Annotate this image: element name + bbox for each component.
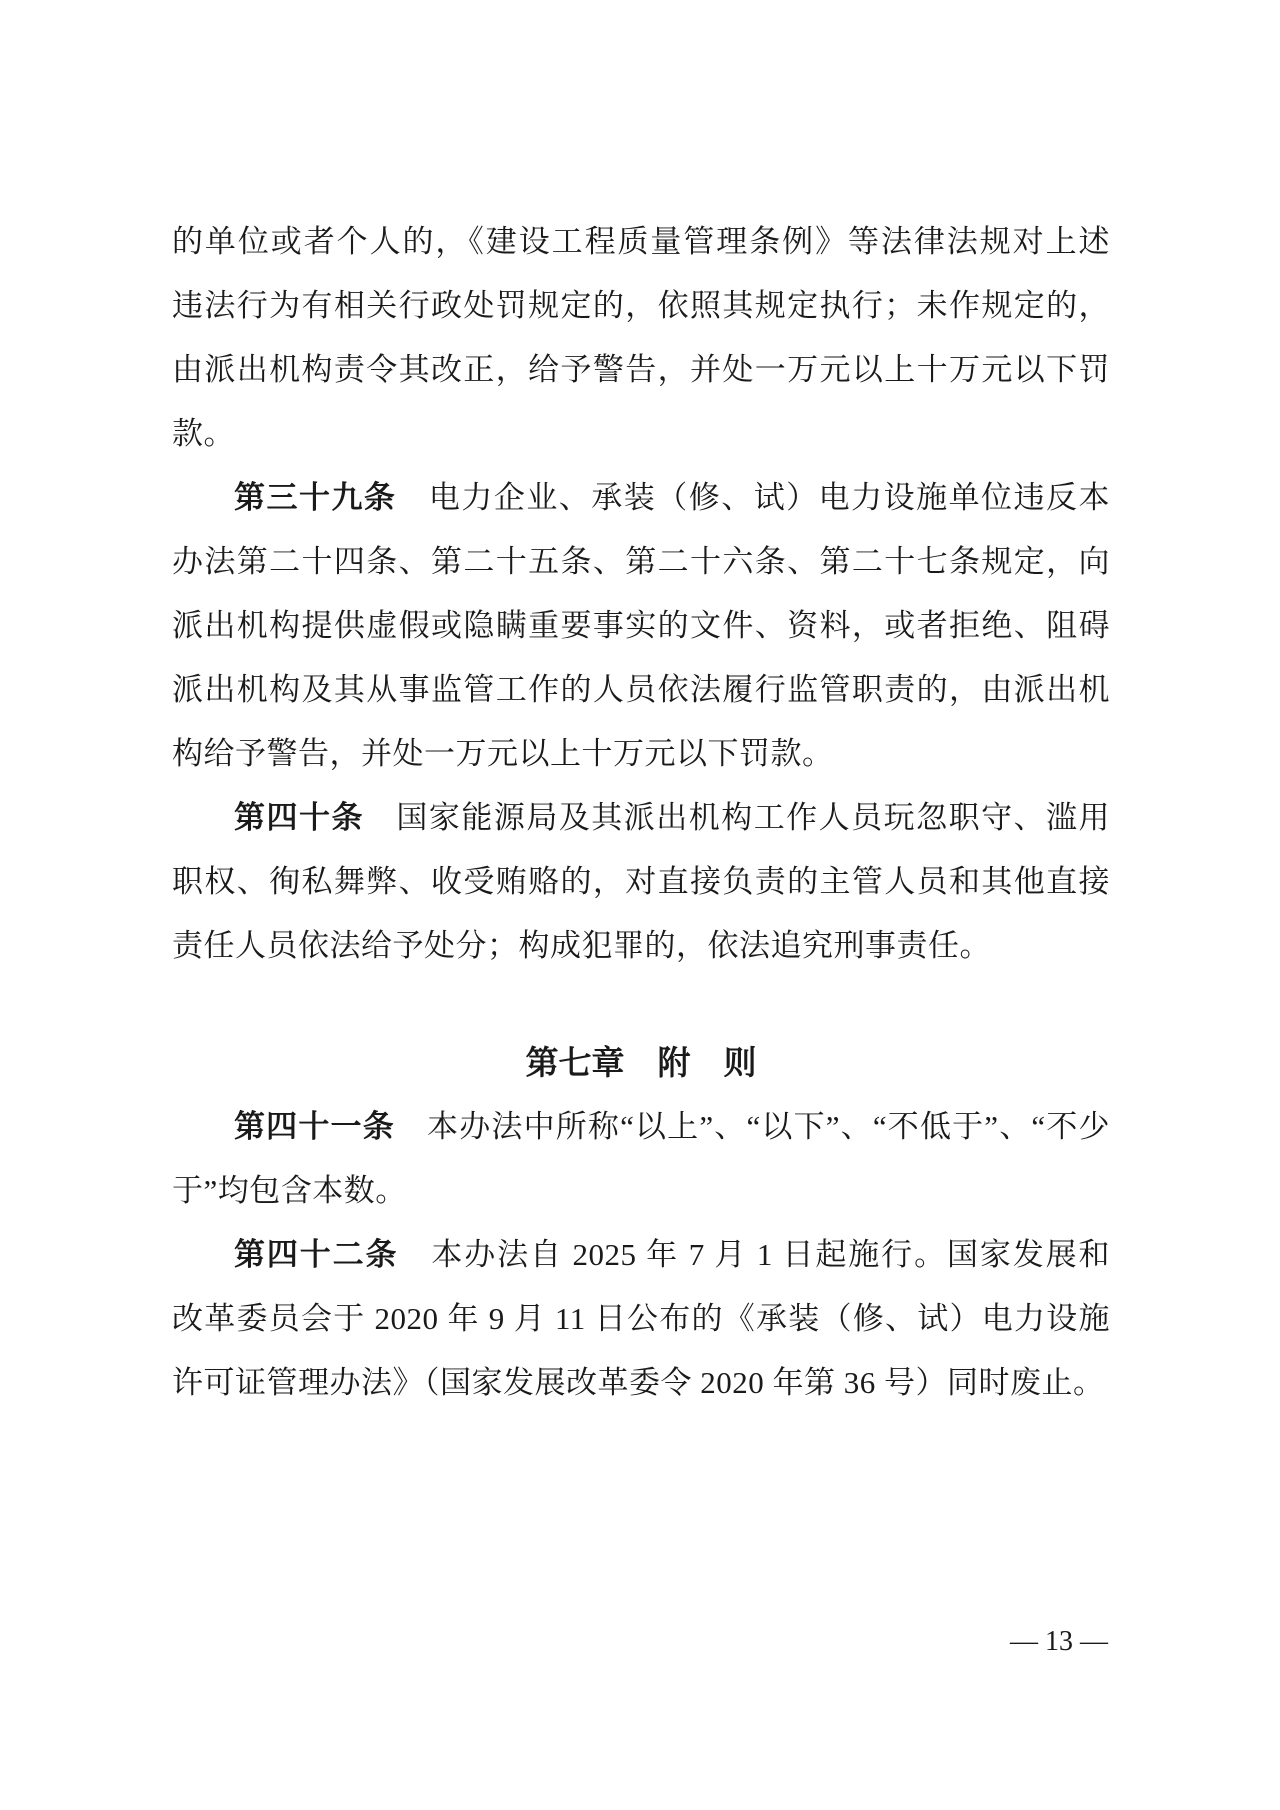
article-number: 第三十九条 (234, 480, 397, 515)
paragraph (172, 1223, 1110, 1415)
text-line: 派出机构及其从事监管工作的人员依法履行监管职责的，由派出机 (172, 672, 1110, 707)
text-line: 改革委员会于 2020 年 9 月 11 日公布的《承装（修、试）电力设施 (172, 1301, 1110, 1336)
page-number: — 13 — (1010, 1626, 1108, 1657)
paragraph (172, 1095, 1110, 1223)
document-body (172, 210, 1110, 1415)
paragraph (172, 466, 1110, 786)
text-line: 职权、徇私舞弊、收受贿赂的，对直接负责的主管人员和其他直接 (172, 864, 1110, 899)
article-number: 第四十条 (234, 800, 364, 835)
text-line: 责任人员依法给予处分；构成犯罪的，依法追究刑事责任。 (172, 928, 991, 963)
article-number: 第四十一条 (234, 1109, 395, 1144)
text-line: 构给予警告，并处一万元以上十万元以下罚款。 (172, 736, 834, 771)
article-number: 第四十二条 (234, 1237, 399, 1272)
text-line: 违法行为有相关行政处罚规定的，依照其规定执行；未作规定的， (172, 288, 1110, 323)
text-line: 于”均包含本数。 (172, 1173, 407, 1208)
text-line: 款。 (172, 416, 235, 451)
text-line: 许可证管理办法》（国家发展改革委令 2020 年第 36 号）同时废止。 (172, 1365, 1105, 1400)
text-line: 派出机构提供虚假或隐瞒重要事实的文件、资料，或者拒绝、阻碍 (172, 608, 1110, 643)
paragraph (172, 786, 1110, 978)
text-line: 第四十二条 本办法自 2025 年 7 月 1 日起施行。国家发展和 (234, 1237, 1111, 1272)
text-line: 第四十一条 本办法中所称“以上”、“以下”、“不低于”、“不少 (234, 1109, 1110, 1144)
text-line: 第三十九条 电力企业、承装（修、试）电力设施单位违反本 (234, 480, 1111, 515)
text-line: 第四十条 国家能源局及其派出机构工作人员玩忽职守、滥用 (234, 800, 1111, 835)
text-line: 办法第二十四条、第二十五条、第二十六条、第二十七条规定，向 (172, 544, 1110, 579)
text-line: 的单位或者个人的，《建设工程质量管理条例》等法律法规对上述 (172, 224, 1110, 259)
chapter-heading: 第七章 附 则 (525, 1044, 757, 1081)
text-line: 由派出机构责令其改正，给予警告，并处一万元以上十万元以下罚 (172, 352, 1110, 387)
paragraph (172, 210, 1110, 466)
page-footer (1010, 1622, 1108, 1662)
